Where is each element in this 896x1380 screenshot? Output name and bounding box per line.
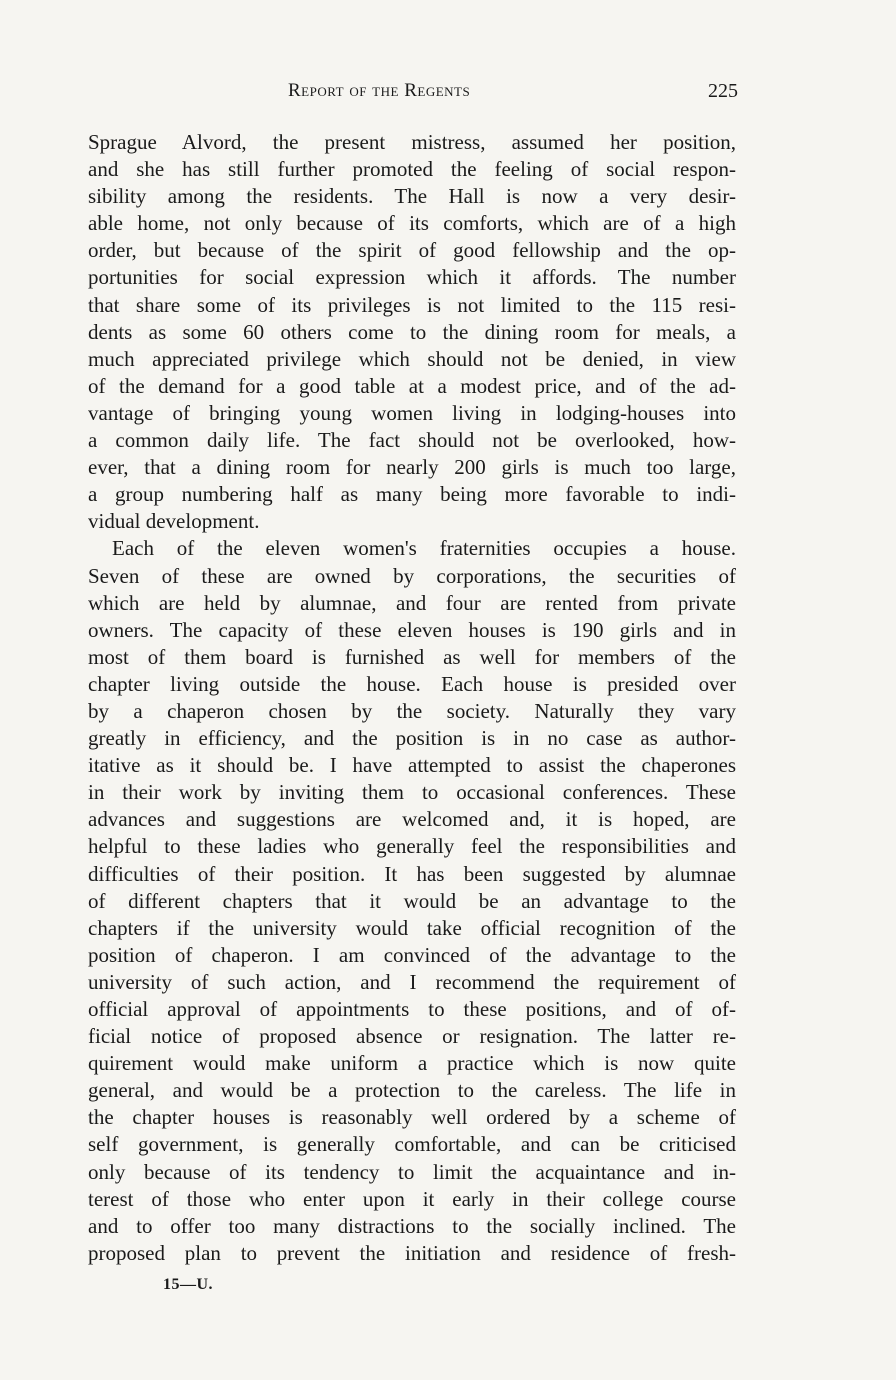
text-line: a common daily life. The fact should not be overlooked, how- <box>88 428 736 453</box>
text-line: greatly in efficiency, and the position is in no case as author- <box>88 726 736 751</box>
text-line: Sprague Alvord, the present mistress, assumed her position, <box>88 130 736 154</box>
text-line: position of chaperon. I am convinced of the advantage to the <box>88 942 736 967</box>
signature-mark: 15—U. <box>163 1276 214 1293</box>
text-line: vidual development. <box>88 509 260 534</box>
running-head <box>88 80 738 110</box>
text-line: chapter living outside the house. Each house is presided over <box>88 671 736 696</box>
paragraph <box>88 535 736 1267</box>
text-line: which are held by alumnae, and four are rented from private <box>88 590 736 615</box>
text-line: vantage of bringing young women living in lodging-houses into <box>88 400 736 425</box>
text-line: that share some of its privileges is not limited to the 115 resi- <box>88 292 736 317</box>
text-line: able home, not only because of its comforts, which are of a high <box>88 211 736 236</box>
text-line: ever, that a dining room for nearly 200 girls is much too large, <box>88 455 736 480</box>
body-text <box>88 129 736 1267</box>
text-line: owners. The capacity of these eleven houses is 190 girls and in <box>88 617 736 642</box>
paragraph <box>88 129 736 535</box>
text-line: in their work by inviting them to occasional conferences. These <box>88 780 736 805</box>
text-line: helpful to these ladies who generally feel the responsibilities and <box>88 834 736 859</box>
text-line: most of them board is furnished as well for members of the <box>88 644 736 669</box>
text-line: Each of the eleven women's fraternities occupies a house. <box>112 536 736 561</box>
text-line: chapters if the university would take official recognition of the <box>88 915 736 940</box>
text-line: much appreciated privilege which should not be denied, in view <box>88 346 736 371</box>
text-line: official approval of appointments to these positions, and of of- <box>88 997 736 1021</box>
text-line: by a chaperon chosen by the society. Naturally they vary <box>88 698 736 723</box>
running-title: Report of the Regents <box>288 80 471 101</box>
text-line: and she has still further promoted the feeling of social respon- <box>88 157 736 182</box>
text-line: and to offer too many distractions to the socially inclined. The <box>88 1213 736 1238</box>
text-line: quirement would make uniform a practice which is now quite <box>88 1051 736 1076</box>
text-line: sibility among the residents. The Hall is now a very desir- <box>88 184 736 209</box>
text-line: dents as some 60 others come to the dining room for meals, a <box>88 319 736 344</box>
text-line: difficulties of their position. It has been suggested by alumnae <box>88 861 736 886</box>
text-line: order, but because of the spirit of good fellowship and the op- <box>88 238 736 263</box>
text-line: self government, is generally comfortable, and can be criticised <box>88 1132 736 1157</box>
text-line: general, and would be a protection to the careless. The life in <box>88 1078 736 1103</box>
text-line: of the demand for a good table at a modest price, and of the ad- <box>88 373 736 398</box>
text-line: of different chapters that it would be an advantage to the <box>88 888 736 913</box>
page-number: 225 <box>708 80 738 102</box>
text-line: a group numbering half as many being more favorable to indi- <box>88 482 736 507</box>
text-line: proposed plan to prevent the initiation and residence of fresh- <box>88 1240 736 1265</box>
text-line: portunities for social expression which it affords. The number <box>88 265 736 290</box>
text-line: itative as it should be. I have attempted to assist the chaperones <box>88 753 736 778</box>
text-line: university of such action, and I recommend the requirement of <box>88 969 736 994</box>
text-line: Seven of these are owned by corporations, the securities of <box>88 563 736 588</box>
text-line: terest of those who enter upon it early in their college course <box>88 1186 736 1211</box>
text-line: ficial notice of proposed absence or resignation. The latter re- <box>88 1024 736 1049</box>
text-line: only because of its tendency to limit the acquaintance and in- <box>88 1159 736 1184</box>
text-line: advances and suggestions are welcomed and, it is hoped, are <box>88 807 736 832</box>
text-line: the chapter houses is reasonably well ordered by a scheme of <box>88 1105 736 1130</box>
